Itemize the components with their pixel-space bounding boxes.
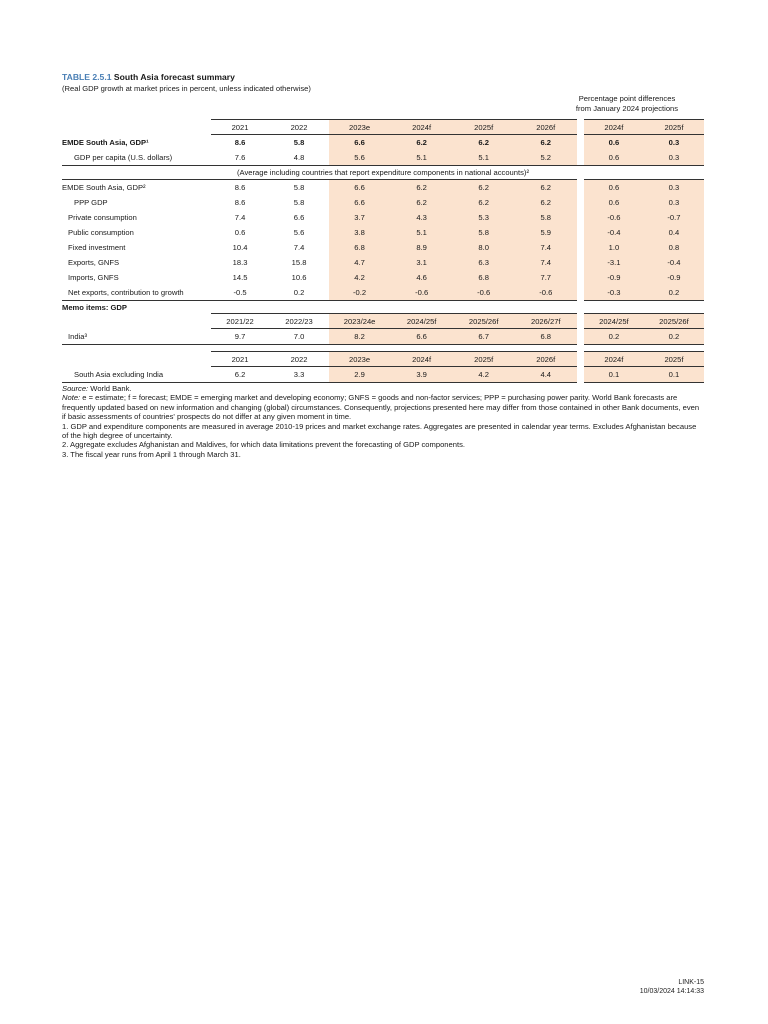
source-text: World Bank. bbox=[90, 384, 132, 393]
cell: 5.8 bbox=[270, 180, 329, 196]
cell: 5.8 bbox=[515, 210, 577, 225]
cell: 4.3 bbox=[391, 210, 453, 225]
table-row bbox=[62, 270, 704, 285]
row-label: South Asia excluding India bbox=[62, 367, 211, 383]
cell: 6.2 bbox=[391, 135, 453, 151]
row-label: Imports, GNFS bbox=[68, 273, 119, 282]
note-text: e = estimate; f = forecast; EMDE = emerging market and developing economy; GNFS = goods and non-factor services; PPP = purchasing power parity. World Bank forecasts are frequently updated based on new information and changing (global) circumstances. Consequently, projections presented here may differ from those contained in other Bank documents, even if basic assessments of countries' prospects do not differ at any given moment in time. bbox=[62, 393, 700, 422]
col-header: 2025f bbox=[644, 120, 704, 135]
cell: 3.3 bbox=[270, 367, 329, 383]
note-label: Note: bbox=[62, 393, 81, 403]
cell: 3.8 bbox=[329, 225, 391, 240]
cell: 6.6 bbox=[329, 195, 391, 210]
footnote-2: 2. Aggregate excludes Afghanistan and Maldives, for which data limitations prevent the forecasting of GDP components. bbox=[62, 440, 465, 450]
col-header: 2025f bbox=[644, 352, 704, 367]
cell: 7.4 bbox=[515, 240, 577, 255]
col-header: 2024/25f bbox=[391, 314, 453, 329]
cell: 0.2 bbox=[644, 285, 704, 301]
cell: 5.3 bbox=[453, 210, 515, 225]
col-header: 2025/26f bbox=[644, 314, 704, 329]
table-row bbox=[62, 135, 704, 151]
differences-header-line1: Percentage point differences bbox=[578, 94, 676, 103]
cell: -0.6 bbox=[584, 210, 644, 225]
cell: -0.4 bbox=[644, 255, 704, 270]
cell: 6.3 bbox=[453, 255, 515, 270]
timestamp: 10/03/2024 14:14:33 bbox=[639, 988, 704, 995]
cell: 8.0 bbox=[453, 240, 515, 255]
cell: 0.6 bbox=[584, 150, 644, 166]
col-header: 2024f bbox=[391, 352, 453, 367]
cell: -0.9 bbox=[584, 270, 644, 285]
table-title bbox=[62, 72, 704, 83]
cell: 5.9 bbox=[515, 225, 577, 240]
cell: 6.2 bbox=[453, 180, 515, 196]
memo-items-label: Memo items: GDP bbox=[62, 302, 127, 312]
cell: 4.2 bbox=[329, 270, 391, 285]
table-row bbox=[62, 180, 704, 196]
table-number: TABLE 2.5.1 bbox=[62, 72, 112, 82]
row-label: Public consumption bbox=[68, 228, 134, 237]
cell: 6.2 bbox=[211, 367, 270, 383]
cell: 10.4 bbox=[232, 243, 248, 252]
cell: 5.6 bbox=[293, 228, 305, 237]
col-header: 2025/26f bbox=[453, 314, 515, 329]
col-header: 2021 bbox=[211, 352, 270, 367]
cell: 5.6 bbox=[329, 150, 391, 166]
table-row bbox=[62, 150, 704, 166]
cell: 7.4 bbox=[515, 255, 577, 270]
table-row bbox=[62, 255, 704, 270]
cell: 6.8 bbox=[515, 329, 577, 345]
table-name: South Asia forecast summary bbox=[113, 72, 235, 82]
table-row bbox=[62, 367, 704, 383]
cell: 5.1 bbox=[453, 150, 515, 166]
table-subtitle: (Real GDP growth at market prices in percent, unless indicated otherwise) bbox=[62, 84, 311, 93]
average-note-row bbox=[62, 166, 704, 180]
cell: 7.6 bbox=[234, 153, 246, 162]
cell: 15.8 bbox=[291, 258, 307, 267]
col-header: 2022 bbox=[270, 120, 329, 135]
cell: 5.8 bbox=[293, 138, 305, 147]
col-header: 2025f bbox=[453, 120, 515, 135]
col-header: 2023e bbox=[329, 120, 391, 135]
cell: 6.7 bbox=[453, 329, 515, 345]
cell: 8.6 bbox=[211, 180, 270, 196]
cell: 4.6 bbox=[391, 270, 453, 285]
cell: 5.1 bbox=[391, 150, 453, 166]
cell: 0.2 bbox=[584, 329, 644, 345]
cell: -3.1 bbox=[584, 255, 644, 270]
cell: -0.6 bbox=[391, 285, 453, 301]
cell: 6.6 bbox=[293, 213, 305, 222]
cell: -0.6 bbox=[515, 285, 577, 301]
cell: 0.2 bbox=[270, 285, 329, 301]
table-row bbox=[62, 195, 704, 210]
cell: 0.3 bbox=[644, 135, 704, 151]
cell: 5.8 bbox=[453, 225, 515, 240]
table-row bbox=[62, 225, 704, 240]
table-notes bbox=[62, 384, 704, 459]
footnote-3: 3. The fiscal year runs from April 1 through March 31. bbox=[62, 449, 241, 459]
cell: 6.2 bbox=[391, 180, 453, 196]
cell: 9.7 bbox=[211, 329, 270, 345]
cell: 5.1 bbox=[391, 225, 453, 240]
cell: 8.2 bbox=[329, 329, 391, 345]
cell: 6.2 bbox=[391, 195, 453, 210]
cell: 0.3 bbox=[644, 150, 704, 166]
document-page bbox=[62, 72, 704, 459]
cell: 4.8 bbox=[293, 153, 305, 162]
source-note bbox=[62, 384, 704, 393]
cell: 10.6 bbox=[291, 273, 307, 282]
row-label: Private consumption bbox=[68, 213, 137, 222]
cell: 0.4 bbox=[644, 225, 704, 240]
cell: 0.3 bbox=[644, 195, 704, 210]
col-header: 2023e bbox=[329, 352, 391, 367]
cell: -0.2 bbox=[329, 285, 391, 301]
cell: 8.6 bbox=[234, 198, 246, 207]
cell: 5.2 bbox=[515, 150, 577, 166]
page-footer bbox=[640, 978, 704, 996]
cell: 5.8 bbox=[293, 198, 305, 207]
cell: 0.6 bbox=[584, 195, 644, 210]
cell: 4.7 bbox=[329, 255, 391, 270]
col-header: 2025f bbox=[453, 352, 515, 367]
cell: 7.4 bbox=[293, 243, 305, 252]
cell: 6.2 bbox=[453, 135, 515, 151]
cell: 3.1 bbox=[391, 255, 453, 270]
row-label: EMDE South Asia, GDP² bbox=[62, 180, 211, 196]
differences-header-line2: from January 2024 projections bbox=[575, 104, 679, 113]
general-note bbox=[62, 393, 704, 421]
cell: 0.8 bbox=[644, 240, 704, 255]
cell: -0.6 bbox=[453, 285, 515, 301]
cell: 6.8 bbox=[329, 240, 391, 255]
link-id: LINK-15 bbox=[678, 979, 704, 986]
table-row bbox=[62, 285, 704, 301]
col-header: 2024f bbox=[391, 120, 453, 135]
cell: 14.5 bbox=[232, 273, 248, 282]
table-row bbox=[62, 240, 704, 255]
header-row bbox=[62, 120, 704, 135]
memo-header-row bbox=[62, 352, 704, 367]
cell: 0.3 bbox=[644, 180, 704, 196]
row-label: GDP per capita (U.S. dollars) bbox=[74, 153, 173, 162]
cell: 0.6 bbox=[584, 180, 644, 196]
cell: 6.6 bbox=[329, 180, 391, 196]
cell: -0.7 bbox=[644, 210, 704, 225]
table-row bbox=[62, 210, 704, 225]
cell: 7.7 bbox=[515, 270, 577, 285]
cell: 4.4 bbox=[515, 367, 577, 383]
differences-header bbox=[562, 94, 692, 114]
cell: 3.9 bbox=[391, 367, 453, 383]
source-label: Source: bbox=[62, 384, 89, 393]
cell: 0.2 bbox=[644, 329, 704, 345]
table-row bbox=[62, 329, 704, 345]
cell: -0.4 bbox=[584, 225, 644, 240]
cell: 6.6 bbox=[329, 135, 391, 151]
cell: -0.9 bbox=[644, 270, 704, 285]
col-header: 2021 bbox=[211, 120, 270, 135]
row-label: Net exports, contribution to growth bbox=[62, 285, 211, 301]
footnote-1: 1. GDP and expenditure components are measured in average 2010-19 prices and market exchange rates. Aggregates are presented in calendar year terms. Excludes Afghanistan because of the high degree of uncertainty. bbox=[62, 421, 697, 441]
cell: 7.0 bbox=[270, 329, 329, 345]
col-header: 2026f bbox=[515, 120, 577, 135]
cell: 7.4 bbox=[234, 213, 246, 222]
forecast-table bbox=[62, 119, 704, 383]
cell: 0.1 bbox=[584, 367, 644, 383]
col-header: 2023/24e bbox=[329, 314, 391, 329]
row-label: India³ bbox=[62, 329, 211, 345]
memo-items-row bbox=[62, 301, 704, 314]
col-header: 2021/22 bbox=[211, 314, 270, 329]
cell: 8.9 bbox=[391, 240, 453, 255]
col-header: 2022 bbox=[270, 352, 329, 367]
cell: 2.9 bbox=[329, 367, 391, 383]
cell: 4.2 bbox=[453, 367, 515, 383]
row-label: Fixed investment bbox=[68, 243, 126, 252]
cell: 6.2 bbox=[453, 195, 515, 210]
cell: 0.6 bbox=[584, 135, 644, 151]
average-note: (Average including countries that report expenditure components in national accounts)² bbox=[62, 166, 704, 180]
cell: 6.2 bbox=[515, 135, 577, 151]
row-label: EMDE South Asia, GDP¹ bbox=[62, 137, 149, 147]
memo-header-row bbox=[62, 314, 704, 329]
cell: 6.2 bbox=[515, 195, 577, 210]
col-header: 2022/23 bbox=[270, 314, 329, 329]
cell: 6.6 bbox=[391, 329, 453, 345]
cell: 18.3 bbox=[232, 258, 248, 267]
cell: -0.5 bbox=[211, 285, 270, 301]
col-header: 2026/27f bbox=[515, 314, 577, 329]
cell: 0.1 bbox=[644, 367, 704, 383]
row-label: PPP GDP bbox=[74, 198, 108, 207]
col-header: 2024f bbox=[584, 120, 644, 135]
cell: -0.3 bbox=[584, 285, 644, 301]
col-header: 2024f bbox=[584, 352, 644, 367]
cell: 0.6 bbox=[234, 228, 246, 237]
col-header: 2024/25f bbox=[584, 314, 644, 329]
cell: 6.8 bbox=[453, 270, 515, 285]
cell: 3.7 bbox=[329, 210, 391, 225]
cell: 6.2 bbox=[515, 180, 577, 196]
cell: 1.0 bbox=[584, 240, 644, 255]
col-header: 2026f bbox=[515, 352, 577, 367]
row-label: Exports, GNFS bbox=[68, 258, 120, 267]
cell: 8.6 bbox=[234, 138, 246, 147]
